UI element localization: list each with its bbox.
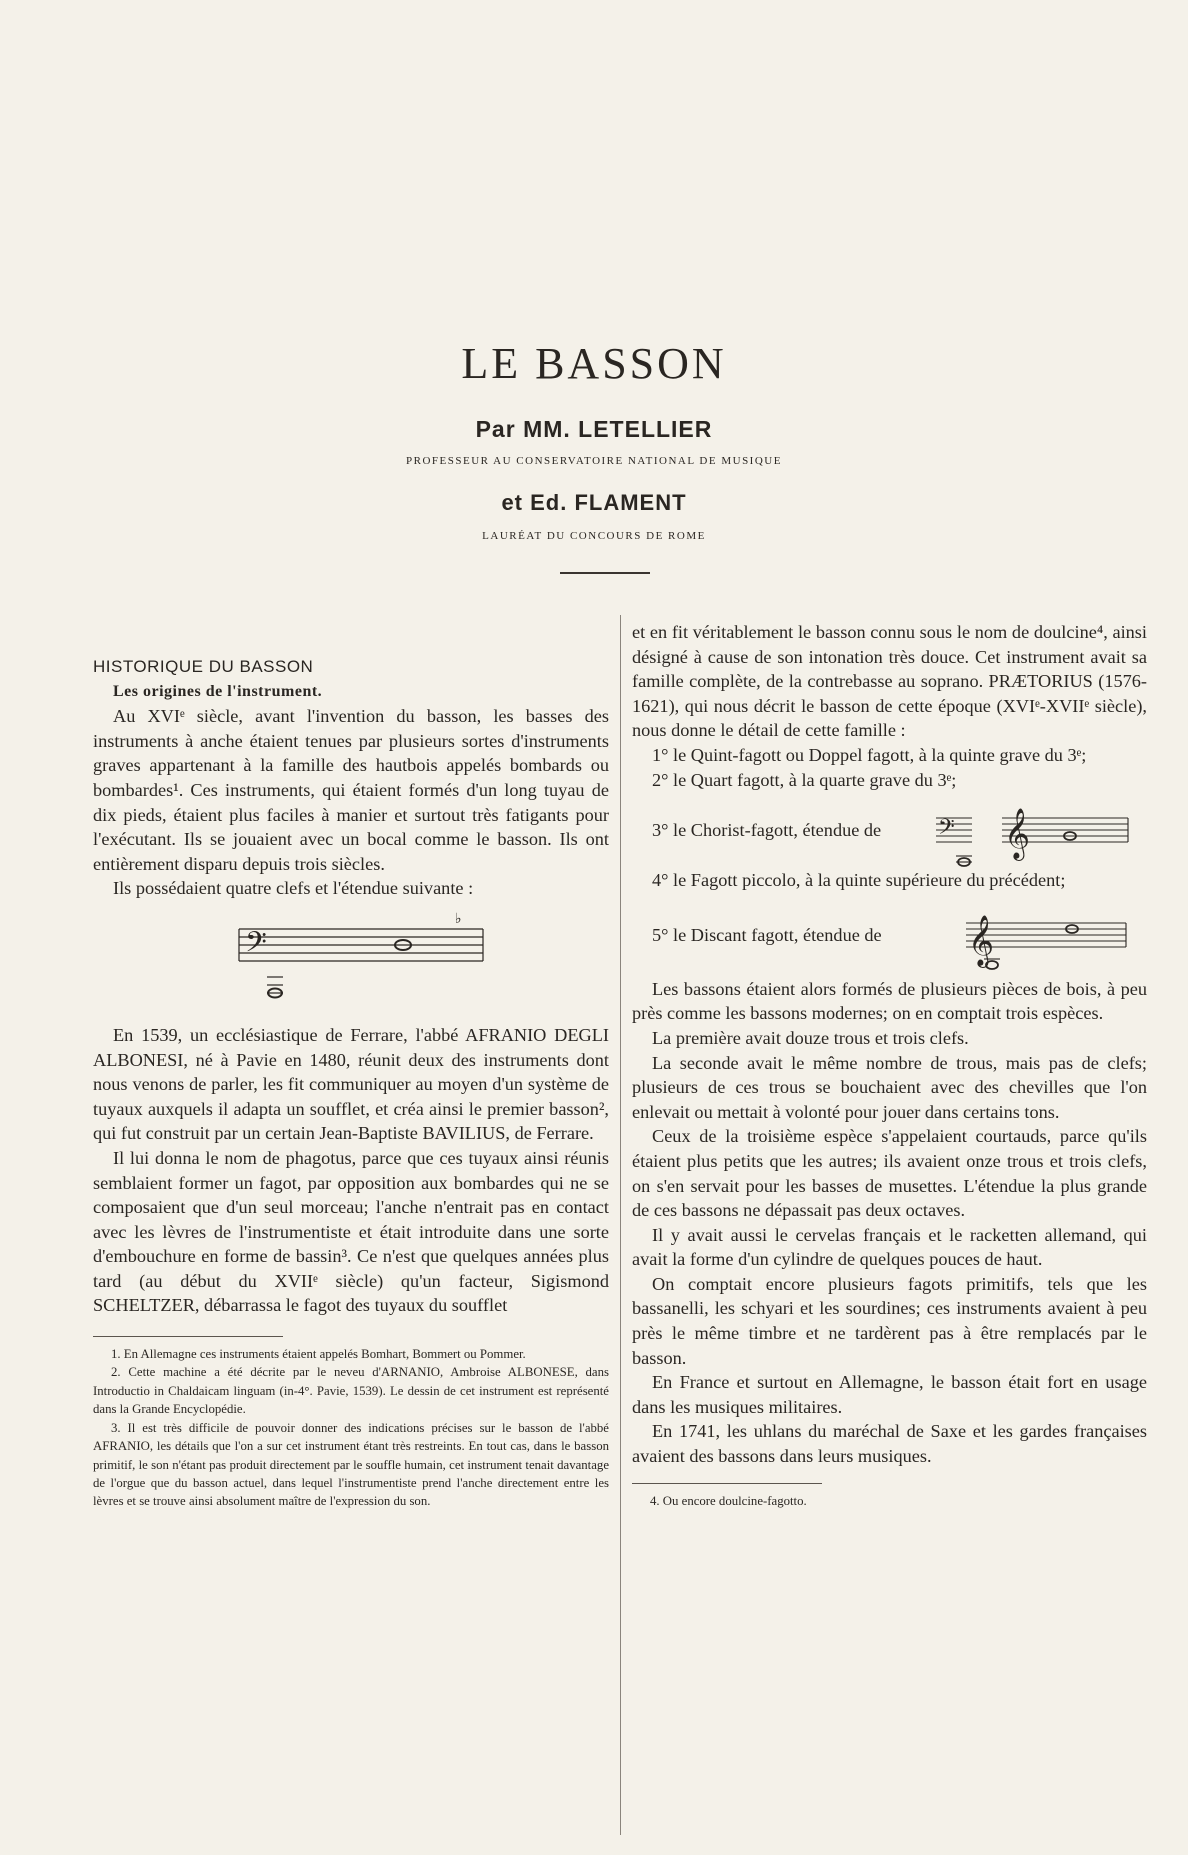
page-title: LE BASSON	[461, 339, 727, 388]
paragraph: Ils possédaient quatre clefs et l'étendue suivante :	[113, 878, 474, 899]
paragraph: La seconde avait le même nombre de trous, mais pas de clefs; plusieurs de ces trous se bouchaient avec des chevilles que l'on enlevait ou mettait à volonté pour jouer dans certains tons.	[632, 1052, 1147, 1122]
footnote: 4. Ou encore doulcine-fagotto.	[650, 1493, 807, 1508]
paragraph: Au XVIᵉ siècle, avant l'invention du basson, les basses des instruments à anche étaient tenues par plusieurs sortes d'instruments graves appartenant à la famille des hautbois appelés bombards ou bombardes¹. Ces instruments, qui étaient formés d'un long tuyau de dix pieds, étaient plus faciles à manier et surtout très fatigants pour l'exécutant. Ils se jouaient avec un bocal comme le basson. Ils ont entièrement disparu depuis trois siècles.	[93, 706, 609, 874]
column-divider	[620, 615, 621, 1835]
header-divider	[560, 572, 650, 574]
paragraph: Ceux de la troisième espèce s'appelaient courtauds, parce qu'ils étaient plus petits que les autres; ils avaient onze trous et trois clefs, on s'en servait pour les basses de musettes. L'étendue la plus grande de ces bassons ne dépassait pas deux octaves.	[632, 1126, 1147, 1221]
music-staff-range	[93, 909, 609, 1019]
svg-text:♭: ♭	[455, 911, 462, 927]
list-item: 1° le Quint-fagott ou Doppel fagott, à la quinte grave du 3ᵉ;	[652, 744, 1087, 765]
svg-text:𝄢: 𝄢	[938, 815, 955, 846]
list-item: 4° le Fagott piccolo, à la quinte supérieure du précédent;	[652, 870, 1066, 891]
paragraph: La première avait douze trous et trois clefs.	[652, 1027, 969, 1048]
range-staff-figure	[932, 792, 1132, 872]
authors-line-1: Par MM. LETELLIER	[475, 416, 713, 442]
paragraph: et en fit véritablement le basson connu sous le nom de doulcine⁴, ainsi désigné à cause de son intonation très douce. Cet instrument avait sa famille complète, de la contrebasse au soprano. PRÆTORIUS (1576-1621), qui nous décrit le basson de cette époque (XVIᵉ-XVIIᵉ siècle), nous donne le détail de cette famille :	[632, 622, 1147, 741]
list-item-with-staff	[632, 893, 1147, 977]
authors-line-2: et Ed. FLAMENT	[501, 490, 687, 515]
svg-text:𝄢: 𝄢	[245, 925, 267, 966]
footnotes	[93, 1345, 609, 1511]
list-item: 5° le Discant fagott, étendue de	[652, 924, 882, 945]
affiliation-1: PROFESSEUR AU CONSERVATOIRE NATIONAL DE MUSIQUE	[406, 455, 782, 467]
paragraph: Les bassons étaient alors formés de plusieurs pièces de bois, à peu près comme les bassons modernes; on en comptait trois espèces.	[632, 978, 1147, 1024]
paragraph: En 1539, un ecclésiastique de Ferrare, l'abbé AFRANIO DEGLI ALBONESI, né à Pavie en 1480, réunit deux des instruments dont nous venons de parler, les fit communiquer au moyen d'un système de tuyaux auxquels il adapta un soufflet, et créa ainsi le premier basson², qui fut construit par un certain Jean-Baptiste BAVILIUS, de Ferrare.	[93, 1024, 609, 1144]
bass-staff-figure	[93, 909, 609, 1019]
svg-text:𝄞: 𝄞	[968, 914, 995, 966]
affiliation-2: LAURÉAT DU CONCOURS DE ROME	[482, 530, 706, 542]
paragraph: En 1741, les uhlans du maréchal de Saxe et les gardes françaises avaient des bassons dans leurs musiques.	[632, 1421, 1147, 1467]
range-staff-figure	[962, 893, 1132, 977]
paragraph: Il lui donna le nom de phagotus, parce que ces tuyaux ainsi réunis semblaient former un fagot, par opposition aux bombardes qui ne se composaient que d'un seul morceau; l'anche n'entrait pas en contact avec les lèvres de l'instrumentiste et était introduite dans une sorte d'embouchure en forme de bassin³. Ce n'est que quelques années plus tard (au début du XVIIᵉ siècle) qu'un facteur, Sigismond SCHELTZER, débarrassa le fagot des tuyaux du soufflet	[93, 1147, 609, 1316]
left-column	[93, 655, 609, 1511]
subsection-heading: Les origines de l'instrument.	[113, 682, 323, 700]
bassoon-family-list	[632, 743, 1147, 977]
list-item: 3° le Chorist-fagott, étendue de	[652, 820, 882, 841]
section-heading: HISTORIQUE DU BASSON	[93, 657, 314, 676]
paragraph: Il y avait aussi le cervelas français et le racketten allemand, qui avait la forme d'un cylindre de quelques pouces de haut.	[632, 1224, 1147, 1270]
footnote-rule	[93, 1336, 283, 1337]
right-column	[632, 620, 1147, 1510]
list-item-with-staff	[632, 792, 1147, 868]
svg-text:𝄞: 𝄞	[1004, 808, 1031, 860]
footnote: 1. En Allemagne ces instruments étaient appelés Bomhart, Bommert ou Pommer.	[111, 1347, 526, 1362]
footnotes	[632, 1492, 1147, 1510]
paragraph: On comptait encore plusieurs fagots primitifs, tels que les bassanelli, les schyari et les sourdines; ces instruments avaient à peu près le même timbre et ne tardèrent pas à être remplacés par le basson.	[632, 1273, 1147, 1368]
footnote: 2. Cette machine a été décrite par le neveu d'ARNANIO, Ambroise ALBONESE, dans Introductio in Chaldaicam linguam (in-4°. Pavie, 1539). Le dessin de cet instrument est représenté dans la Grande Encyclopédie.	[93, 1365, 609, 1417]
footnote: 3. Il est très difficile de pouvoir donner des indications précises sur le basson de l'abbé AFRANIO, les détails que l'on a sur cet instrument étant très restreints. En tout cas, dans le basson primitif, le son n'étant pas produit directement par le souffle humain, cet instrument tenait davantage de l'orgue que du basson actuel, dans lequel l'instrumentiste prend l'anche directement entre les lèvres et se trouve ainsi absolument maître de l'expression du son.	[93, 1420, 609, 1509]
list-item: 2° le Quart fagott, à la quarte grave du 3ᵉ;	[652, 769, 957, 790]
footnote-rule	[632, 1483, 822, 1484]
paragraph: En France et surtout en Allemagne, le basson était fort en usage dans les musiques militaires.	[632, 1372, 1147, 1417]
